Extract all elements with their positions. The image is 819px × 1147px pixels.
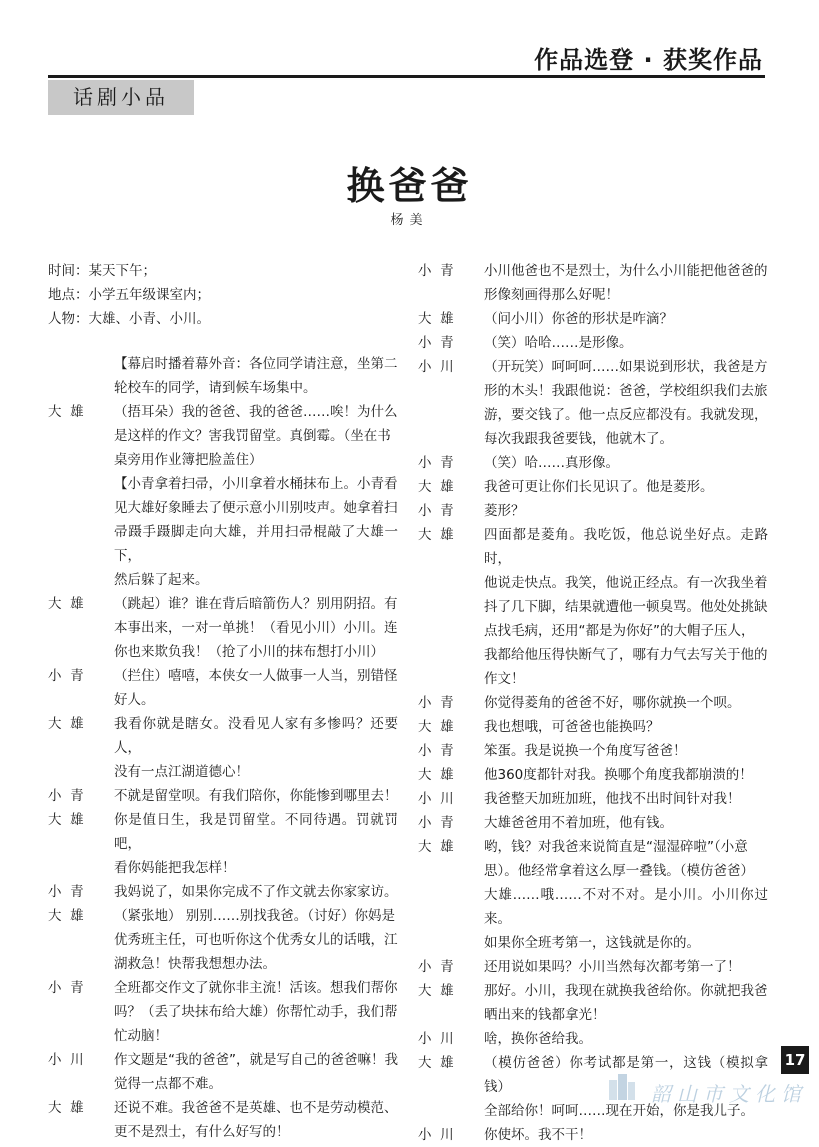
text-line: 那好。小川，我现在就换我爸给你。你就把我爸 (484, 983, 768, 999)
left-column (48, 352, 398, 1144)
dialogue-entry (418, 451, 768, 475)
dialogue-text (484, 259, 768, 307)
dialogue-entry (418, 715, 768, 739)
dialogue-entry (48, 808, 398, 880)
dialogue-text (114, 592, 398, 664)
header-divider (48, 75, 765, 78)
dialogue-entry (418, 1123, 768, 1147)
speaker-name: 小 青 (418, 335, 454, 351)
text-line: 还说不难。我爸爸不是英雄、也不是劳动模范、 (114, 1100, 398, 1116)
text-line: 每次我跟我爸要钱，他就木了。 (484, 431, 673, 447)
dialogue-text (484, 499, 768, 523)
dialogue-entry (48, 1096, 398, 1144)
speaker-name: 小 青 (48, 884, 84, 900)
text-line: 啥，换你爸给我。 (484, 1031, 592, 1047)
text-line: 思）。他经常拿着这么厚一叠钱。（模仿爸爸） (484, 863, 754, 879)
speaker-name (48, 472, 114, 592)
speaker-name: 大 雄 (48, 908, 84, 924)
speaker-name: 小 川 (418, 359, 454, 375)
speaker-name (48, 352, 114, 400)
text-line: 见大雄好象睡去了便示意小川别吱声。她拿着扫 (114, 500, 398, 516)
text-line: （跳起）谁？谁在背后暗箭伤人？别用阴招。有 (114, 596, 398, 612)
dialogue-entry (418, 523, 768, 691)
speaker-name: 小 青 (418, 959, 454, 975)
text-line: 不就是留堂呗。有我们陪你，你能惨到哪里去！ (114, 788, 398, 804)
dialogue-text (114, 976, 398, 1048)
dialogue-text (484, 1027, 768, 1051)
dialogue-entry (418, 307, 768, 331)
text-line: 优秀班主任，可也听你这个优秀女儿的话哦，江 (114, 932, 398, 948)
dialogue-entry (48, 880, 398, 904)
speaker-name: 大 雄 (418, 983, 454, 999)
speaker-name: 大 雄 (418, 839, 454, 855)
text-line: 我妈说了，如果你完成不了作文就去你家家访。 (114, 884, 398, 900)
text-line: 哟，钱？对我爸来说简直是“湿湿碎啦”（小意 (484, 839, 748, 855)
dialogue-text (114, 400, 398, 472)
text-line: 看你妈能把我怎样！ (114, 860, 236, 876)
dialogue-text (484, 835, 768, 955)
text-line: 你也来欺负我！（抢了小川的抹布想打小川） (114, 644, 384, 660)
dialogue-text (114, 880, 398, 904)
text-line: 我爸可更让你们长见识了。他是菱形。 (484, 479, 714, 495)
text-line: 吗？（丢了块抹布给大雄）你帮忙动手，我们帮 (114, 1004, 398, 1020)
section-header-title: 作品选登 · 获奖作品 (534, 46, 763, 74)
text-line: 帚蹑手蹑脚走向大雄，并用扫帚棍敲了大雄一下， (114, 524, 398, 564)
speaker-name: 小 青 (48, 788, 84, 804)
text-line: 好人。 (114, 692, 155, 708)
text-line: （笑）哈……真形像。 (484, 455, 619, 471)
speaker-name: 小 川 (418, 1031, 454, 1047)
text-line: （紧张地） 别别……别找我爸。（讨好）你妈是 (114, 908, 396, 924)
dialogue-entry (418, 739, 768, 763)
text-line: 全班都交作文了就你非主流！活该。想我们帮你 (114, 980, 398, 996)
dialogue-entry (48, 400, 398, 472)
text-line: 晒出来的钱都拿光！ (484, 1007, 606, 1023)
dialogue-entry (418, 259, 768, 307)
text-line: 大雄爸爸用不着加班，他有钱。 (484, 815, 673, 831)
text-line: 笨蛋。我是说换一个角度写爸爸！ (484, 743, 687, 759)
text-line: 他说走快点。我笑，他说正经点。有一次我坐着 (484, 575, 768, 591)
text-line: （笑）哈哈……是形像。 (484, 335, 633, 351)
stage-direction (48, 472, 398, 592)
dialogue-entry (418, 835, 768, 955)
text-line: 我也想哦，可爸爸也能换吗？ (484, 719, 660, 735)
speaker-name: 小 青 (418, 503, 454, 519)
dialogue-text (114, 1048, 398, 1096)
text-line: （模仿爸爸）你考试都是第一，这钱（模拟拿钱） (484, 1055, 768, 1095)
speaker-name: 小 青 (418, 815, 454, 831)
dialogue-text (114, 664, 398, 712)
text-line: 你使坏。我不干！ (484, 1127, 592, 1143)
dialogue-entry (418, 499, 768, 523)
dialogue-text (114, 808, 398, 880)
text-line: （捂耳朵）我的爸爸、我的爸爸……唉！为什么 (114, 404, 398, 420)
text-line: 本事出来，一对一单挑！（看见小川）小川。连 (114, 620, 398, 636)
text-line: 四面都是菱角。我吃饭，他总说坐好点。走路时， (484, 527, 768, 567)
dialogue-text (484, 715, 768, 739)
building-icon (607, 1072, 637, 1100)
meta-time: 时间：某天下午； (48, 263, 156, 279)
speaker-name: 大 雄 (48, 812, 84, 828)
dialogue-text (114, 472, 398, 592)
text-line: 作文！ (484, 671, 525, 687)
dialogue-entry (418, 355, 768, 451)
text-line: 你是值日生，我是罚留堂。不同待遇。罚就罚吧， (114, 812, 398, 852)
stage-direction (48, 352, 398, 400)
dialogue-entry (418, 979, 768, 1027)
dialogue-text (114, 352, 398, 400)
text-line: （拦住）嘻嘻，本侠女一人做事一人当，别错怪 (114, 668, 398, 684)
dialogue-entry (418, 331, 768, 355)
text-line: 觉得一点都不难。 (114, 1076, 222, 1092)
dialogue-entry (48, 1048, 398, 1096)
text-line: 你觉得菱角的爸爸不好，哪你就换一个呗。 (484, 695, 741, 711)
dialogue-entry (48, 664, 398, 712)
speaker-name: 小 青 (418, 695, 454, 711)
category-tab: 话剧小品 (48, 80, 194, 115)
dialogue-text (484, 787, 768, 811)
speaker-name: 大 雄 (418, 311, 454, 327)
dialogue-text (114, 712, 398, 784)
dialogue-text (114, 784, 398, 808)
dialogue-text (484, 811, 768, 835)
dialogue-text (484, 307, 768, 331)
text-line: 【小青拿着扫帚，小川拿着水桶抹布上。小青看 (114, 476, 398, 492)
text-line: 【幕启时播着幕外音：各位同学请注意，坐第二 (114, 356, 398, 372)
dialogue-text (484, 739, 768, 763)
text-line: 我看你就是瞎女。没看见人家有多惨吗？还要人， (114, 716, 398, 756)
dialogue-entry (48, 976, 398, 1048)
dialogue-text (484, 979, 768, 1027)
dialogue-entry (418, 1027, 768, 1051)
text-line: 全部给你！呵呵……现在开始，你是我儿子。 (484, 1103, 754, 1119)
speaker-name: 大 雄 (48, 404, 84, 420)
play-title: 换爸爸 (346, 164, 473, 208)
text-line: 还用说如果吗？小川当然每次都考第一了！ (484, 959, 741, 975)
text-line: 抖了几下脚，结果就遭他一顿臭骂。他处处挑缺 (484, 599, 768, 615)
dialogue-entry (48, 904, 398, 976)
right-column (418, 259, 768, 1147)
dialogue-entry (418, 955, 768, 979)
dialogue-text (484, 763, 768, 787)
speaker-name: 大 雄 (418, 719, 454, 735)
text-line: 大雄……哦……不对不对。是小川。小川你过来。 (484, 887, 768, 927)
speaker-name: 大 雄 (418, 767, 454, 783)
dialogue-text (484, 475, 768, 499)
text-line: 作文题是“我的爸爸”，就是写自己的爸爸嘛！我 (114, 1052, 398, 1068)
speaker-name: 小 青 (418, 263, 454, 279)
dialogue-text (484, 955, 768, 979)
dialogue-entry (48, 592, 398, 664)
text-line: 点找毛病，还用“都是为你好”的大帽子压人， (484, 623, 755, 639)
text-line: （开玩笑）呵呵呵……如果说到形状，我爸是方 (484, 359, 768, 375)
dialogue-entry (418, 475, 768, 499)
text-line: 菱形？ (484, 503, 525, 519)
text-line: 小川他爸也不是烈士，为什么小川能把他爸爸的 (484, 263, 768, 279)
speaker-name: 小 川 (48, 1052, 84, 1068)
text-line: 游，要交钱了。他一点反应都没有。我就发现， (484, 407, 768, 423)
text-line: 桌旁用作业簿把脸盖住） (114, 452, 263, 468)
dialogue-text (114, 1096, 398, 1144)
dialogue-entry (418, 811, 768, 835)
text-line: 如果你全班考第一，这钱就是你的。 (484, 935, 700, 951)
speaker-name: 大 雄 (418, 1055, 454, 1071)
text-line: 更不是烈士，有什么好写的！ (114, 1124, 290, 1140)
speaker-name: 小 川 (418, 791, 454, 807)
text-line: 是这样的作文？害我罚留堂。真倒霉。（坐在书 (114, 428, 391, 444)
speaker-name: 大 雄 (418, 527, 454, 543)
meta-place: 地点：小学五年级课室内； (48, 287, 210, 303)
meta-characters: 人物：大雄、小青、小川。 (48, 311, 210, 327)
text-line: 湖救急！快帮我想想办法。 (114, 956, 276, 972)
dialogue-entry (48, 784, 398, 808)
text-line: 然后躲了起来。 (114, 572, 209, 588)
text-line: 忙动脑！ (114, 1028, 168, 1044)
text-line: 他360度都针对我。换哪个角度我都崩溃的！ (484, 767, 753, 783)
dialogue-text (484, 331, 768, 355)
dialogue-text (484, 523, 768, 691)
text-line: 轮校车的同学，请到候车场集中。 (114, 380, 317, 396)
text-line: 我爸整天加班加班，他找不出时间针对我！ (484, 791, 741, 807)
author-name: 杨美 (390, 213, 429, 228)
dialogue-text (484, 691, 768, 715)
speaker-name: 小 青 (418, 743, 454, 759)
page-number: 17 (781, 1046, 809, 1074)
speaker-name: 大 雄 (418, 479, 454, 495)
dialogue-text (484, 451, 768, 475)
text-line: 没有一点江湖道德心！ (114, 764, 249, 780)
dialogue-entry (418, 787, 768, 811)
speaker-name: 小 青 (48, 980, 84, 996)
text-line: （问小川）你爸的形状是咋滴？ (484, 311, 673, 327)
dialogue-text (484, 1123, 768, 1147)
speaker-name: 小 川 (418, 1127, 454, 1143)
dialogue-entry (418, 691, 768, 715)
dialogue-entry (48, 712, 398, 784)
speaker-name: 小 青 (48, 668, 84, 684)
text-line: 形的木头！我跟他说：爸爸，学校组织我们去旅 (484, 383, 768, 399)
dialogue-text (484, 355, 768, 451)
speaker-name: 大 雄 (48, 716, 84, 732)
text-line: 我都给他压得快断气了，哪有力气去写关于他的 (484, 647, 768, 663)
dialogue-entry (418, 763, 768, 787)
text-line: 形像刻画得那么好呢！ (484, 287, 619, 303)
dialogue-text (114, 904, 398, 976)
watermark: 韶山市文化馆 (651, 1082, 807, 1106)
speaker-name: 大 雄 (48, 596, 84, 612)
speaker-name: 小 青 (418, 455, 454, 471)
speaker-name: 大 雄 (48, 1100, 84, 1116)
